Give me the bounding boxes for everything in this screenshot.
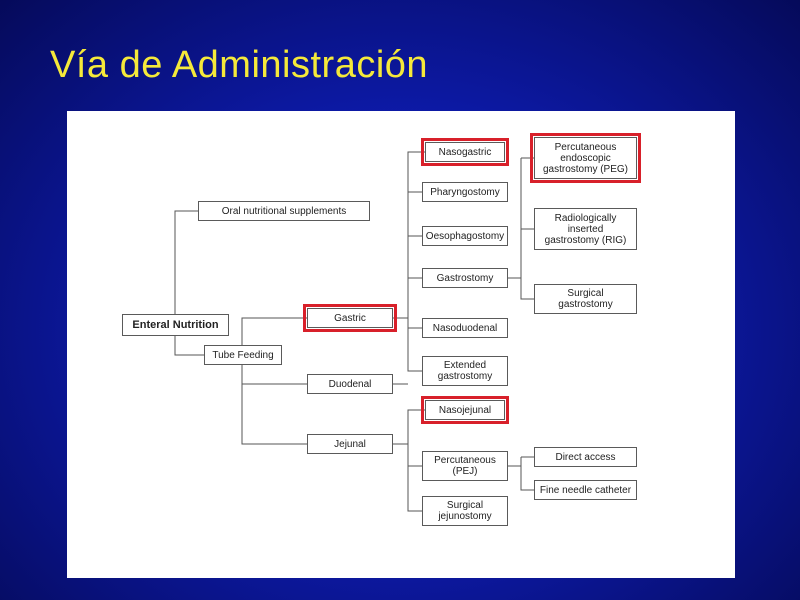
node-nasogastric: Nasogastric xyxy=(425,142,505,162)
slide-title: Vía de Administración xyxy=(50,44,429,86)
node-enteral-nutrition: Enteral Nutrition xyxy=(122,314,229,336)
node-fine-needle-catheter: Fine needle catheter xyxy=(534,480,637,500)
node-oesophagostomy: Oesophagostomy xyxy=(422,226,508,246)
node-nasoduodenal: Nasoduodenal xyxy=(422,318,508,338)
node-jejunal: Jejunal xyxy=(307,434,393,454)
node-rig: Radiologically inserted gastrostomy (RIG) xyxy=(534,208,637,250)
node-direct-access: Direct access xyxy=(534,447,637,467)
node-oral-supplements: Oral nutritional supplements xyxy=(198,201,370,221)
node-nasojejunal: Nasojejunal xyxy=(425,400,505,420)
node-gastrostomy: Gastrostomy xyxy=(422,268,508,288)
node-peg: Percutaneous endoscopic gastrostomy (PEG) xyxy=(534,137,637,179)
node-tube-feeding: Tube Feeding xyxy=(204,345,282,365)
node-duodenal: Duodenal xyxy=(307,374,393,394)
node-pharyngostomy: Pharyngostomy xyxy=(422,182,508,202)
node-pej: Percutaneous (PEJ) xyxy=(422,451,508,481)
node-surgical-jejunostomy: Surgical jejunostomy xyxy=(422,496,508,526)
connector-lines xyxy=(67,111,735,578)
diagram-panel xyxy=(67,111,735,578)
node-gastric: Gastric xyxy=(307,308,393,328)
node-surgical-gastrostomy: Surgical gastrostomy xyxy=(534,284,637,314)
node-extended-gastrostomy: Extended gastrostomy xyxy=(422,356,508,386)
